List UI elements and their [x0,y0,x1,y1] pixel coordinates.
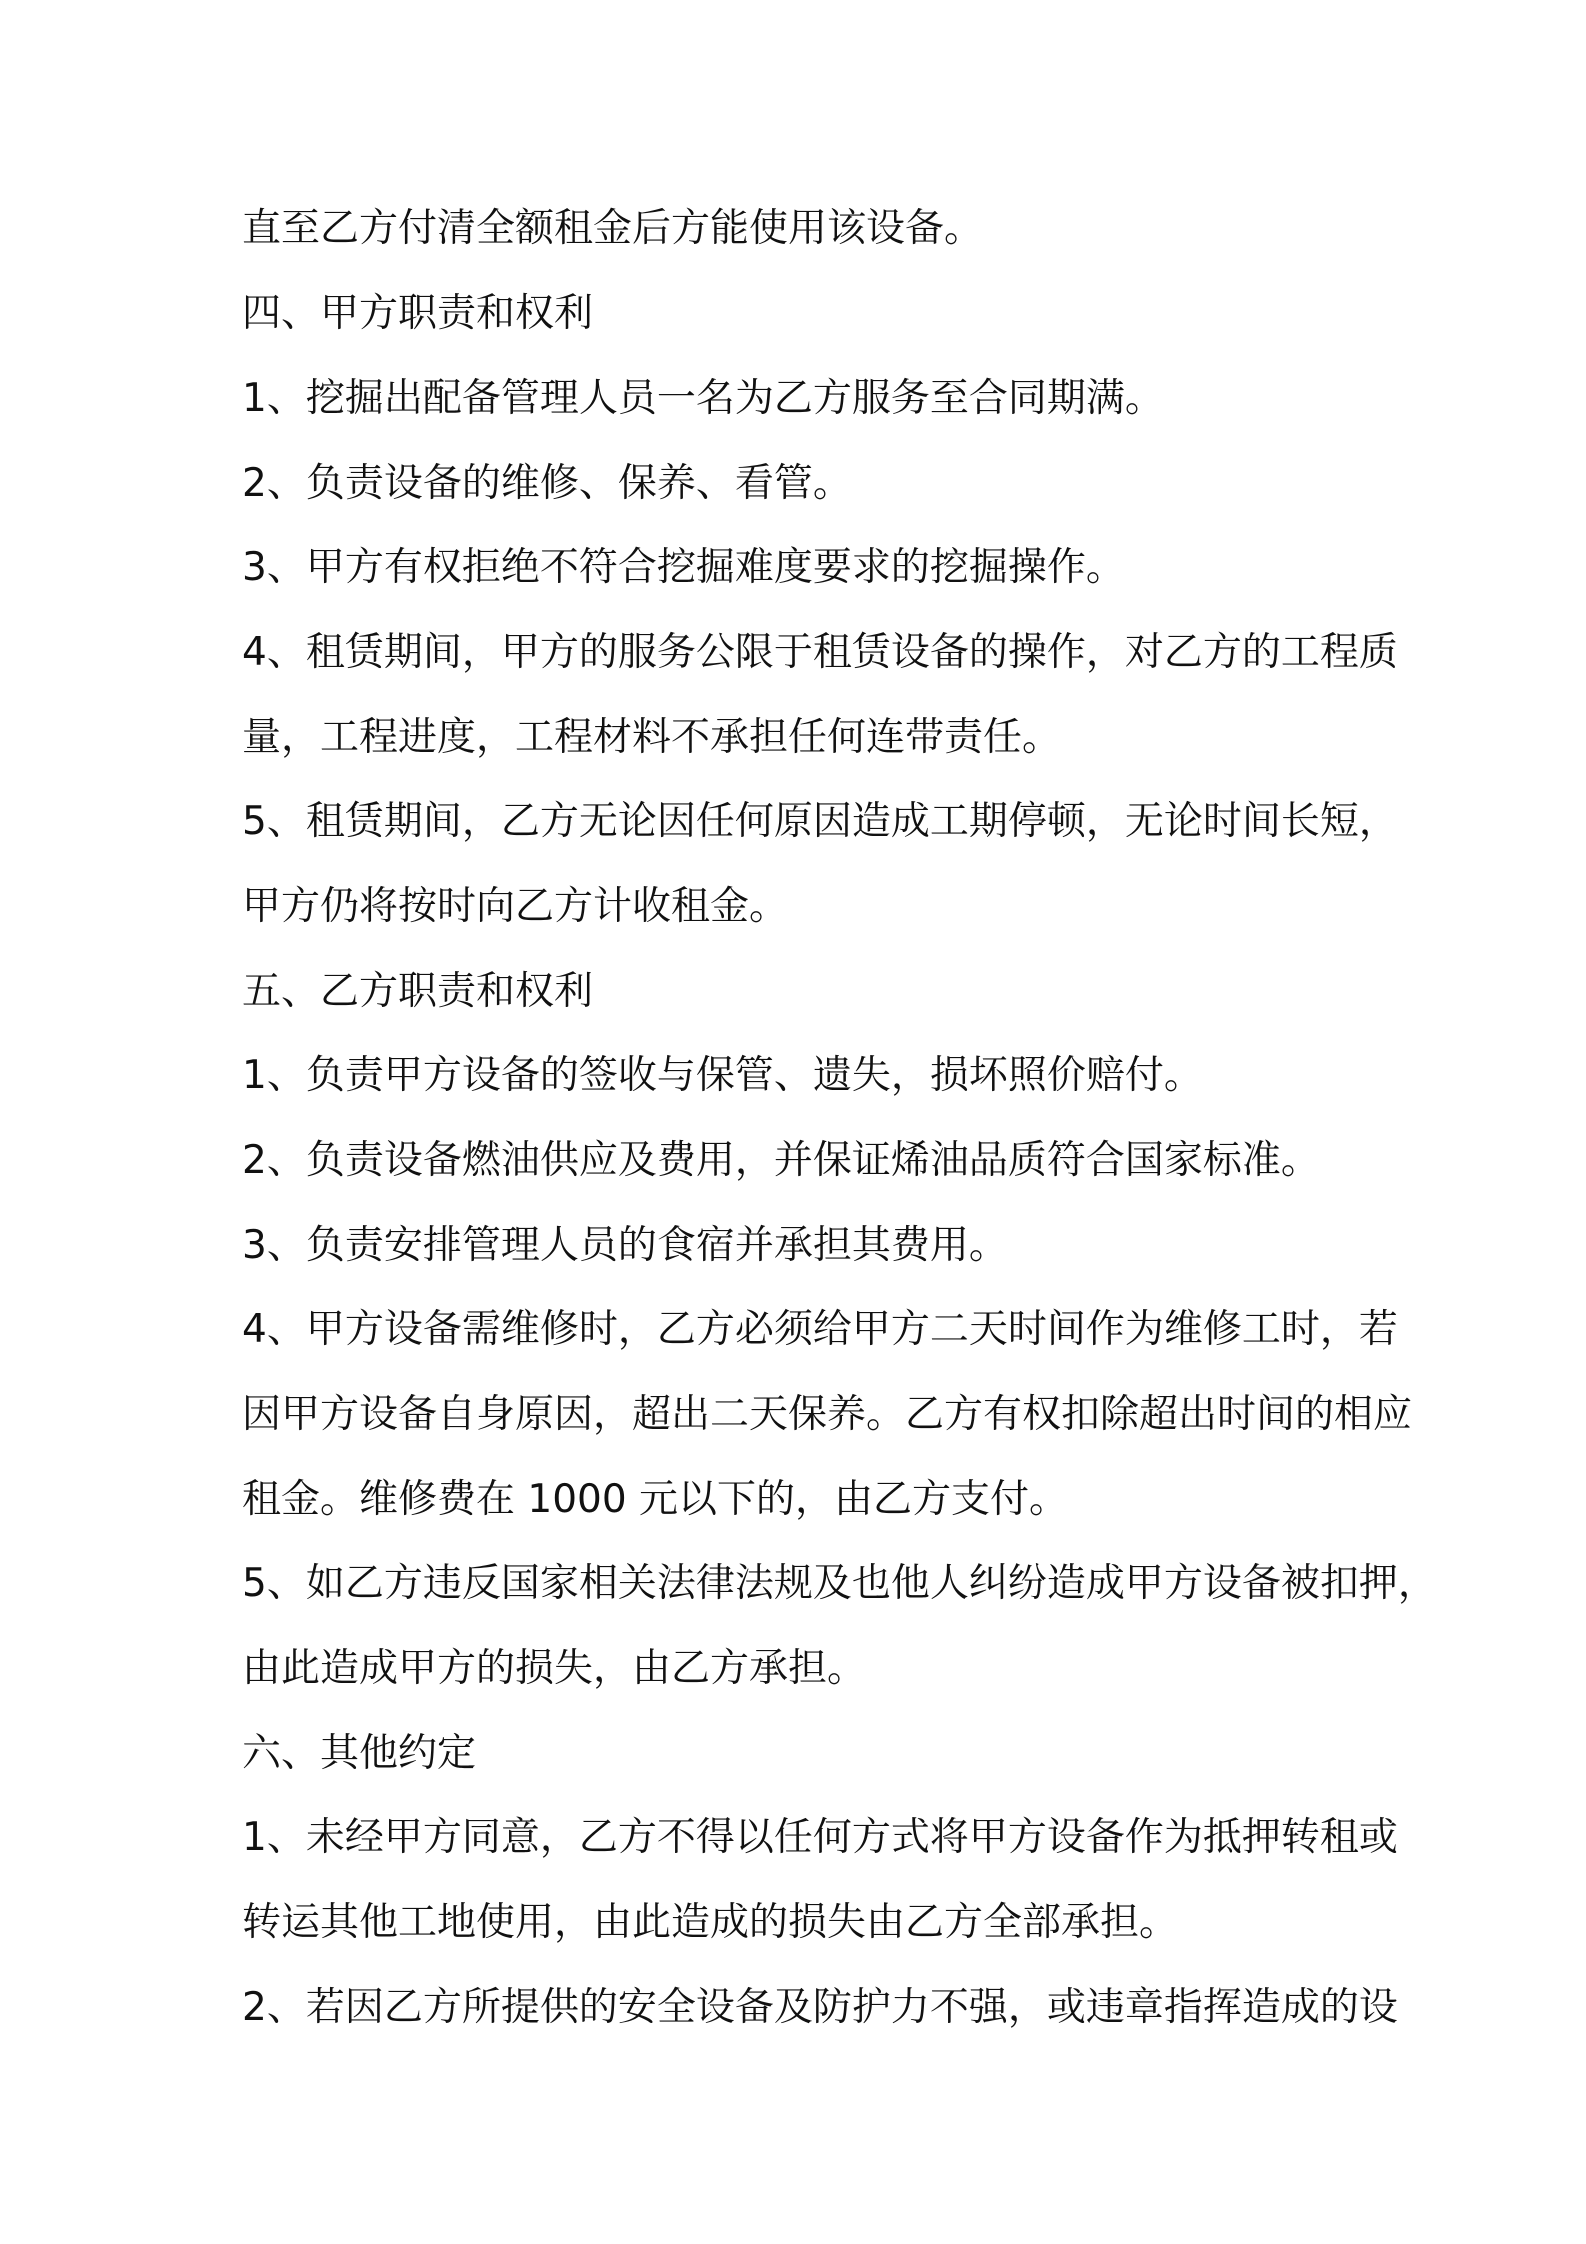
text-line: 1、挖掘出配备管理人员一名为乙方服务至合同期满。 [242,376,1164,421]
text-line: 5、租赁期间，乙方无论因任何原因造成工期停顿，无论时间长短， [242,799,1398,844]
text-line: 1、未经甲方同意，乙方不得以任何方式将甲方设备作为抵押转租或 [242,1815,1398,1860]
text-line: 2、若因乙方所提供的安全设备及防护力不强，或违章指挥造成的设 [242,1985,1398,2030]
text-line: 2、负责设备的维修、保养、看管。 [242,461,852,506]
text-line: 3、甲方有权拒绝不符合挖掘难度要求的挖掘操作。 [242,545,1125,590]
text-line: 量，工程进度，工程材料不承担任何连带责任。 [242,715,1062,760]
text-line: 租金。维修费在 1000 元以下的，由乙方支付。 [242,1477,1069,1522]
text-line: 由此造成甲方的损失，由乙方承担。 [242,1646,867,1691]
text-line: 2、负责设备燃油供应及费用，并保证烯油品质符合国家标准。 [242,1138,1320,1183]
text-line: 1、负责甲方设备的签收与保管、遗失，损坏照价赔付。 [242,1053,1203,1098]
text-line: 3、负责安排管理人员的食宿并承担其费用。 [242,1223,1008,1268]
text-line: 4、甲方设备需维修时，乙方必须给甲方二天时间作为维修工时，若 [242,1307,1398,1352]
text-line: 5、如乙方违反国家相关法律法规及也他人纠纷造成甲方设备被扣押， [242,1561,1437,1606]
section-heading-other: 六、其他约定 [242,1731,477,1776]
section-heading-party-a: 四、甲方职责和权利 [242,291,594,336]
section-heading-party-b: 五、乙方职责和权利 [242,969,594,1014]
text-line: 转运其他工地使用，由此造成的损失由乙方全部承担。 [242,1900,1179,1945]
text-line: 甲方仍将按时向乙方计收租金。 [242,884,789,929]
text-line: 因甲方设备自身原因，超出二天保养。乙方有权扣除超出时间的相应 [242,1392,1413,1437]
text-line: 4、租赁期间，甲方的服务公限于租赁设备的操作，对乙方的工程质 [242,630,1398,675]
text-line-continuation: 直至乙方付清全额租金后方能使用该设备。 [242,206,984,251]
